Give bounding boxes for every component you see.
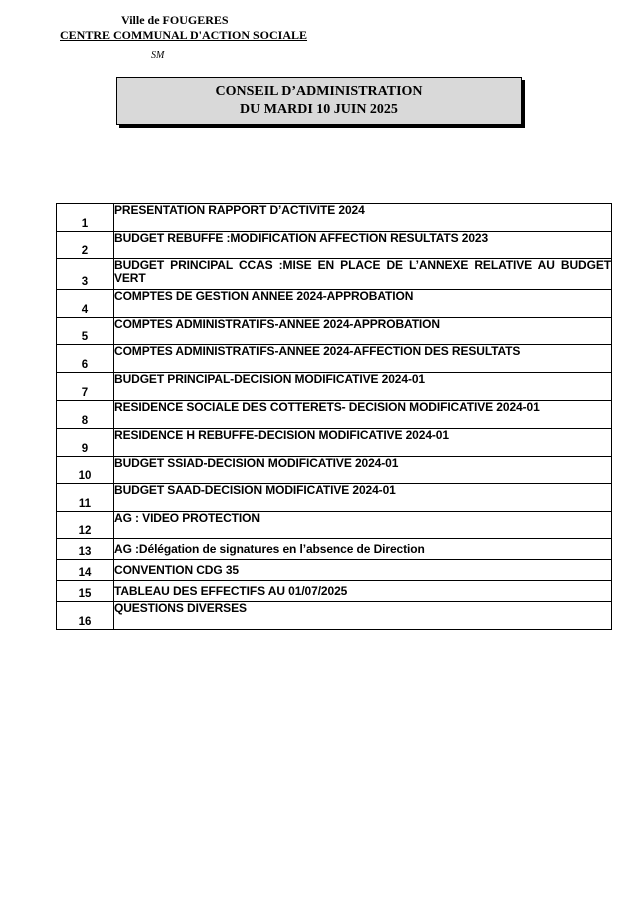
agenda-item-number: 8 <box>57 401 114 429</box>
agenda-row <box>57 484 612 512</box>
agenda-row <box>57 429 612 457</box>
agenda-item-number: 9 <box>57 429 114 457</box>
agenda-item-number: 1 <box>57 204 114 232</box>
agenda-row <box>57 581 612 602</box>
agenda-item-number: 12 <box>57 512 114 539</box>
agenda-row <box>57 539 612 560</box>
agenda-row <box>57 290 612 318</box>
agenda-item-number: 10 <box>57 457 114 484</box>
agenda-item-number: 6 <box>57 345 114 373</box>
meeting-title: CONSEIL D’ADMINISTRATION <box>215 84 423 99</box>
agenda-row <box>57 318 612 345</box>
agenda-row <box>57 232 612 259</box>
agenda-row <box>57 602 612 630</box>
agenda-row <box>57 204 612 232</box>
agenda-item-text: COMPTES DE GESTION ANNEE 2024-APPROBATION <box>114 290 612 318</box>
agenda-item-text: COMPTES ADMINISTRATIFS-ANNEE 2024-AFFECTION DES RESULTATS <box>114 345 612 373</box>
agenda-item-number: 5 <box>57 318 114 345</box>
agenda-item-number: 3 <box>57 259 114 290</box>
agenda-table <box>56 203 612 630</box>
agenda-row <box>57 512 612 539</box>
organization-name: CENTRE COMMUNAL D'ACTION SOCIALE <box>60 28 308 42</box>
agenda-item-number: 2 <box>57 232 114 259</box>
agenda-item-text: RESIDENCE SOCIALE DES COTTERETS- DECISION MODIFICATIVE 2024-01 <box>114 401 612 429</box>
agenda-item-text: CONVENTION CDG 35 <box>114 560 612 581</box>
agenda-item-number: 14 <box>57 560 114 581</box>
agenda-item-number: 13 <box>57 539 114 560</box>
agenda-item-text: BUDGET SSIAD-DECISION MODIFICATIVE 2024-01 <box>114 457 612 484</box>
agenda-item-text: QUESTIONS DIVERSES <box>114 602 612 630</box>
agenda-row <box>57 401 612 429</box>
meeting-date: DU MARDI 10 JUIN 2025 <box>240 102 398 117</box>
agenda-item-number: 4 <box>57 290 114 318</box>
agenda-item-number: 16 <box>57 602 114 630</box>
agenda-row <box>57 560 612 581</box>
agenda-item-number: 7 <box>57 373 114 401</box>
agenda-item-text: RESIDENCE H REBUFFE-DECISION MODIFICATIVE 2024-01 <box>114 429 612 457</box>
agenda-item-text: TABLEAU DES EFFECTIFS AU 01/07/2025 <box>114 581 612 602</box>
agenda-item-text: BUDGET REBUFFE :MODIFICATION AFFECTION RESULTATS 2023 <box>114 232 612 259</box>
town-name: Ville de FOUGERES <box>121 13 229 27</box>
agenda-item-text: BUDGET SAAD-DECISION MODIFICATIVE 2024-01 <box>114 484 612 512</box>
agenda-item-text: BUDGET PRINCIPAL-DECISION MODIFICATIVE 2024-01 <box>114 373 612 401</box>
agenda-row <box>57 259 612 290</box>
agenda-item-number: 15 <box>57 581 114 602</box>
agenda-item-text: AG :Délégation de signatures en l’absence de Direction <box>114 539 612 560</box>
agenda-item-text: AG : VIDEO PROTECTION <box>114 512 612 539</box>
agenda-item-text: COMPTES ADMINISTRATIFS-ANNEE 2024-APPROBATION <box>114 318 612 345</box>
meeting-title-box <box>116 77 522 125</box>
agenda-row <box>57 345 612 373</box>
agenda-row <box>57 457 612 484</box>
author-initials: SM <box>151 50 165 61</box>
agenda-item-text: BUDGET PRINCIPAL CCAS :MISE EN PLACE DE L’ANNEXE RELATIVE AU BUDGET VERT <box>114 259 612 290</box>
agenda-item-number: 11 <box>57 484 114 512</box>
agenda-row <box>57 373 612 401</box>
agenda-item-text: PRESENTATION RAPPORT D’ACTIVITE 2024 <box>114 204 612 232</box>
